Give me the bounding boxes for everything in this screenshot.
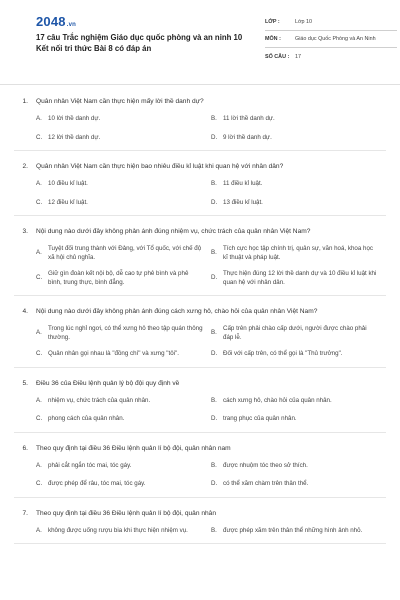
option-d[interactable]: D. 9 lời thề danh dự.	[211, 133, 272, 141]
option-d[interactable]: D. Đối với cấp trên, có thể gọi là "Thủ trưởng".	[211, 350, 343, 357]
question-stem: 4. Nội dung nào dưới đây không phản ánh đúng cách xưng hô, chào hỏi của quân nhân Việt Nam?	[22, 308, 318, 315]
option-c[interactable]: C. Giữ gìn đoàn kết nội bộ, dễ cao tự phê bình và phê bình, trung thực, bình đẳng.	[36, 270, 189, 286]
option-b[interactable]: B. 11 điều kỉ luật.	[211, 180, 263, 187]
option-a[interactable]: A. 10 điều kỉ luật.	[36, 180, 88, 187]
option-b[interactable]: B. 11 lời thề danh dự.	[211, 115, 275, 122]
question-stem: 5. Điều 36 của Điều lệnh quản lý bộ đội quy định về	[22, 379, 180, 387]
question-4	[14, 296, 386, 368]
option-a[interactable]: A. không được uống rượu bia khi thực hiện nhiệm vụ.	[36, 526, 188, 534]
option-b[interactable]: B. Tích cực học tập chính trị, quân sự, văn hoá, khoa học kĩ thuật và pháp luật.	[211, 245, 373, 261]
page-header	[14, 0, 386, 82]
answer-options	[36, 397, 386, 424]
question-2	[14, 151, 386, 216]
answer-options	[36, 180, 386, 207]
option-b[interactable]: B. được nhuộm tóc theo sở thích.	[211, 461, 308, 469]
question-6	[14, 433, 386, 498]
option-c[interactable]: C. Quân nhân gọi nhau là "đồng chí" và xưng "tôi".	[36, 350, 179, 357]
question-stem: 3. Nội dung nào dưới đây không phản ánh đúng nhiệm vụ, chức trách của quân nhân Việt Nam?	[22, 228, 311, 235]
quiz-meta	[265, 14, 397, 65]
question-list	[0, 86, 400, 544]
option-b[interactable]: B. cách xưng hô, chào hỏi của quân nhân.	[211, 396, 332, 404]
answer-options	[36, 527, 386, 536]
option-b[interactable]: B. Cấp trên phải chào cấp dưới, người được chào phải đáp lễ.	[211, 325, 367, 341]
option-c[interactable]: C. phong cách của quân nhân.	[36, 415, 125, 422]
header-divider	[0, 84, 400, 85]
option-c[interactable]: C. 12 lời thề danh dự.	[36, 133, 101, 141]
option-b[interactable]: B. được phép xăm trên thân thể những hình ảnh nhỏ.	[211, 526, 363, 534]
option-d[interactable]: D. 13 điều kỉ luật.	[211, 198, 263, 206]
answer-options	[36, 245, 386, 287]
question-5	[14, 368, 386, 433]
answer-options	[36, 462, 386, 489]
option-c[interactable]: C. được phép để râu, tóc mai, tóc gáy.	[36, 480, 146, 487]
option-d[interactable]: D. có thể xăm chàm trên thân thể.	[211, 480, 309, 487]
option-a[interactable]: A. nhiệm vụ, chức trách của quân nhân.	[36, 396, 151, 404]
meta-subject: MÔN : Giáo dục Quốc Phòng và An Ninh	[265, 31, 397, 48]
question-1	[14, 86, 386, 151]
question-stem: 2. Quân nhân Việt Nam cần thực hiện bao nhiêu điều kỉ luật khi quan hệ với nhân dân?	[22, 163, 284, 170]
option-a[interactable]: A. 10 lời thề danh dự.	[36, 115, 101, 122]
question-stem: 1. Quân nhân Việt Nam cần thực hiện mấy lời thề danh dự?	[22, 98, 204, 105]
answer-options	[36, 115, 386, 142]
option-d[interactable]: D. Thực hiện đúng 12 lời thề danh dự và 10 điều kỉ luật khi quan hệ với nhân dân.	[211, 270, 377, 286]
answer-options	[36, 325, 386, 359]
meta-grade: LỚP : Lớp 10	[265, 14, 397, 31]
page-title: 17 câu Trắc nghiệm Giáo dục quốc phòng và an ninh 10 Kết nối tri thức Bài 8 có đáp án	[36, 33, 243, 53]
option-a[interactable]: A. Tuyệt đối trung thành với Đảng, với Tổ quốc, với chế độ xã hội chủ nghĩa.	[36, 245, 202, 261]
question-stem: 7. Theo quy định tại điều 36 Điều lệnh quản lí bộ đội, quân nhân	[22, 509, 217, 517]
question-3	[14, 216, 386, 296]
option-a[interactable]: A. Trong lúc nghỉ ngơi, có thể xưng hô theo tập quán thông thường.	[36, 325, 203, 341]
question-stem: 6. Theo quy định tại điều 36 Điều lệnh quản lí bộ đội, quân nhân nam	[22, 444, 231, 452]
option-a[interactable]: A. phải cắt ngắn tóc mai, tóc gáy.	[36, 461, 132, 469]
option-d[interactable]: D. trang phục của quân nhân.	[211, 415, 297, 422]
question-7	[14, 498, 386, 545]
option-c[interactable]: C. 12 điều kỉ luật.	[36, 198, 88, 206]
site-logo[interactable]: 2048.vn	[36, 14, 77, 29]
meta-question-count: SỐ CÂU : 17	[265, 53, 301, 60]
